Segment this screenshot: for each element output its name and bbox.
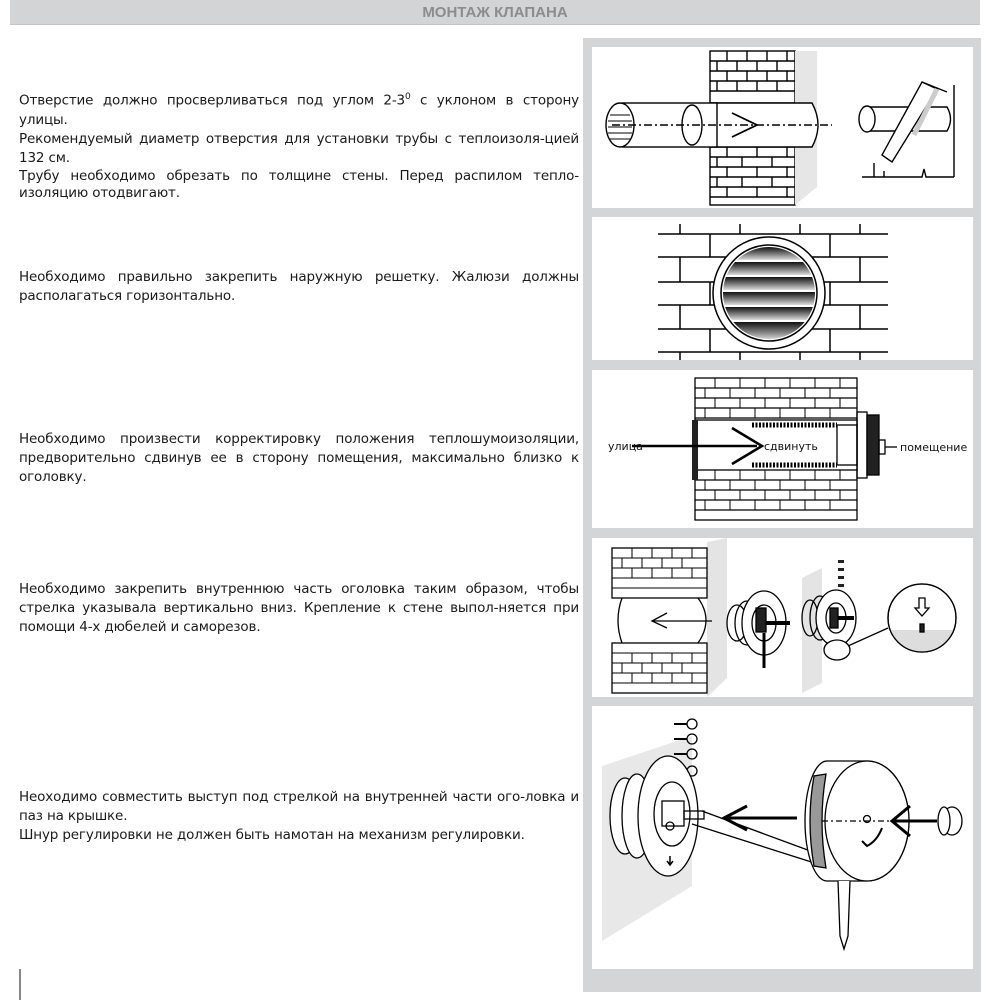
label-shift: сдвинуть (764, 440, 818, 453)
step-1-paragraph-3: Трубу необходимо обрезать по толщине стены. Перед распилом тепло-изоляцию отодвигают. (19, 167, 579, 201)
brick-wall-bottom (710, 147, 795, 205)
label-street: улица (608, 440, 643, 453)
label-room: помещение (900, 441, 968, 454)
figure-drilling-cutting (592, 47, 973, 208)
drilling-illustration (592, 47, 973, 208)
figure-inner-head-mounting (592, 538, 973, 697)
figure-cover-alignment (592, 706, 973, 969)
mounting-illustration (592, 538, 973, 697)
text-span: Отверстие должно просверливаться под углом 2-3 (19, 92, 405, 109)
step-3-paragraph-1: Необходимо произвести корректировку положения теплошумоизоляции, предворительно сдвинув ее в сторону помещения, максимально близко к оголовку. (19, 431, 579, 485)
figure-insulation-adjustment (592, 370, 973, 528)
figure-outer-grille (592, 217, 973, 360)
section-title: МОНТАЖ КЛАПАНА (422, 3, 568, 21)
step-2-text (19, 268, 579, 306)
step-5-paragraph-2: Шнур регулировки не должен быть намотан на механизм регулировки. (19, 827, 525, 843)
section-header (10, 0, 980, 25)
figures-column (583, 38, 981, 992)
step-3-text (19, 430, 579, 487)
degree-superscript: 0 (404, 92, 411, 102)
step-5-paragraph-1: Неоходимо совместить выступ под стрелкой на внутренней части ого-ловка и паз на крышке. (19, 789, 579, 824)
step-1-paragraph-1 (19, 88, 579, 130)
step-4-text (19, 580, 579, 637)
text-span: с уклоном в сторону улицы. (19, 92, 579, 128)
cover-illustration (592, 706, 973, 969)
step-4-paragraph-1: Необходимо закрепить внутреннюю часть оголовка таким образом, чтобы стрелка указывала вертикально вниз. Крепление к стене выпол-няется при помощи 4-х дюбелей и саморезов. (19, 581, 579, 635)
step-1-paragraph-2: Рекомендуемый диаметр отверстия для установки трубы с теплоизоля-цией 132 см. (19, 130, 579, 166)
page-edge-mark (19, 969, 21, 1000)
grille-illustration (592, 217, 973, 360)
step-1-text (19, 88, 579, 202)
brick-wall-top (710, 51, 795, 103)
step-5-text (19, 788, 579, 845)
step-2-paragraph-1: Необходимо правильно закрепить наружную решетку. Жалюзи должны располагаться горизонтально. (19, 269, 579, 304)
